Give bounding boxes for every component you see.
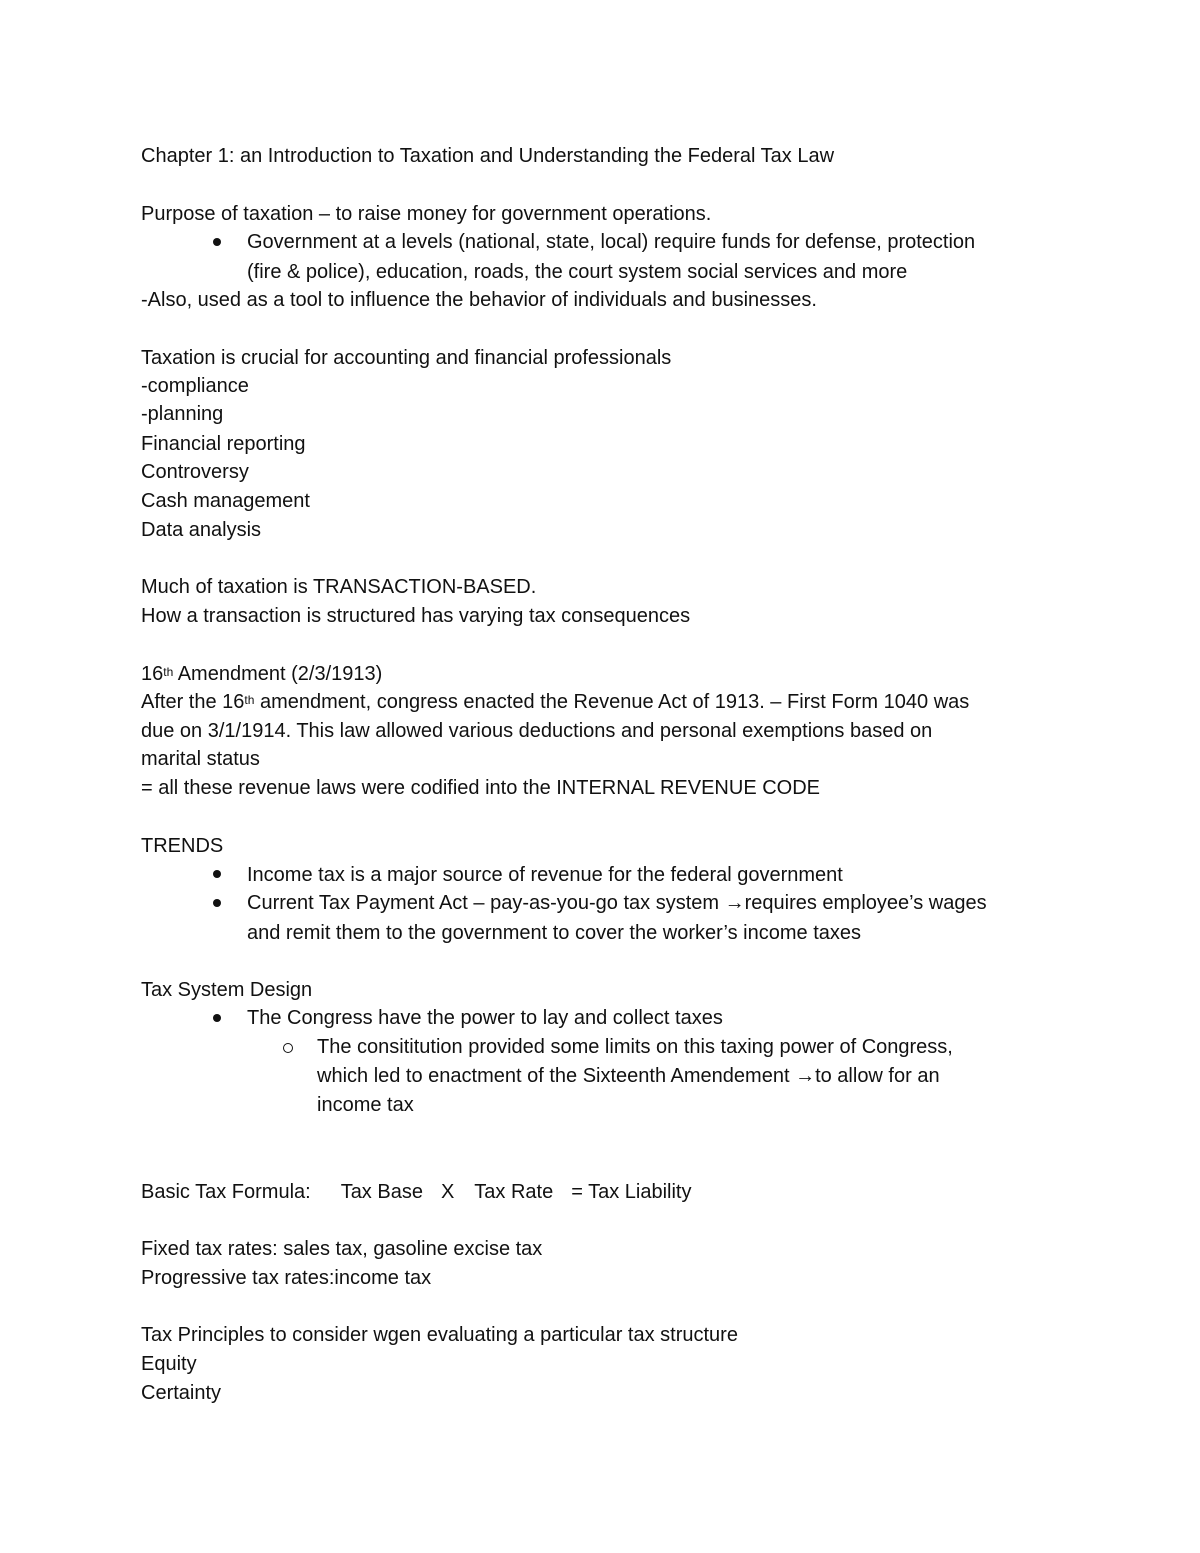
design-sub-line3: income tax [317, 1094, 414, 1116]
design-sub-line1: The consititution provided some limits on this taxing power of Congress, [317, 1036, 953, 1058]
amendment-paragraph-line3: marital status [141, 748, 260, 770]
bullet-dot [213, 870, 221, 878]
text-fragment: amendment, congress enacted the Revenue Act of 1913. – First Form 1040 was [254, 691, 970, 713]
text-fragment: After the 16 [141, 691, 245, 713]
formula-tax-rate: Tax Rate [474, 1181, 554, 1203]
amendment-paragraph-line1 [141, 688, 969, 716]
list-item: -compliance [141, 375, 249, 397]
bullet-dot [213, 899, 221, 907]
purpose-also: -Also, used as a tool to influence the behavior of individuals and businesses. [141, 289, 817, 311]
formula-tax-base: Tax Base [340, 1181, 423, 1203]
formula-times: X [440, 1181, 455, 1203]
design-bullet1: The Congress have the power to lay and collect taxes [247, 1007, 723, 1029]
amendment-heading [141, 660, 382, 688]
crucial-heading: Taxation is crucial for accounting and financial professionals [141, 347, 672, 369]
amendment-number: 16 [141, 663, 164, 685]
transaction-line2: How a transaction is structured has varying tax consequences [141, 605, 691, 627]
progressive-rates: Progressive tax rates:income tax [141, 1267, 432, 1289]
list-item: Certainty [141, 1382, 222, 1404]
amendment-paragraph-line2: due on 3/1/1914. This law allowed various deductions and personal exemptions based on [141, 720, 933, 742]
trends-bullet2-line2: and remit them to the government to cover the worker’s income taxes [247, 922, 861, 944]
list-item: Data analysis [141, 519, 262, 541]
fixed-rates: Fixed tax rates: sales tax, gasoline excise tax [141, 1238, 543, 1260]
tax-formula [141, 1178, 692, 1206]
document-title: Chapter 1: an Introduction to Taxation and Understanding the Federal Tax Law [141, 145, 835, 167]
ordinal-suffix: th [163, 665, 174, 679]
purpose-bullet-line2: (fire & police), education, roads, the court system social services and more [247, 261, 908, 283]
ordinal-suffix: th [244, 693, 255, 707]
purpose-heading: Purpose of taxation – to raise money for government operations. [141, 203, 712, 225]
formula-label: Basic Tax Formula: [141, 1181, 311, 1203]
trends-heading: TRENDS [141, 835, 224, 857]
transaction-line1: Much of taxation is TRANSACTION-BASED. [141, 576, 537, 598]
bullet-dot [213, 1014, 221, 1022]
bullet-dot [213, 238, 221, 246]
principles-heading: Tax Principles to consider wgen evaluating a particular tax structure [141, 1324, 738, 1346]
formula-result: = Tax Liability [571, 1181, 692, 1203]
purpose-bullet-line1: Government at a levels (national, state, local) require funds for defense, protection [247, 231, 976, 253]
trends-bullet1: Income tax is a major source of revenue for the federal government [247, 864, 843, 886]
list-item: -planning [141, 403, 224, 425]
amendment-paragraph-line4: = all these revenue laws were codified into the INTERNAL REVENUE CODE [141, 777, 820, 799]
circle-bullet-icon [283, 1043, 293, 1053]
list-item: Equity [141, 1353, 197, 1375]
design-heading: Tax System Design [141, 979, 313, 1001]
amendment-date: Amendment (2/3/1913) [173, 663, 383, 685]
design-sub-line2: which led to enactment of the Sixteenth Amendement →to allow for an [317, 1065, 940, 1087]
list-item: Financial reporting [141, 433, 306, 455]
list-item: Cash management [141, 490, 310, 512]
trends-bullet2-line1: Current Tax Payment Act – pay-as-you-go tax system →requires employee’s wages [247, 892, 987, 914]
list-item: Controversy [141, 461, 249, 483]
